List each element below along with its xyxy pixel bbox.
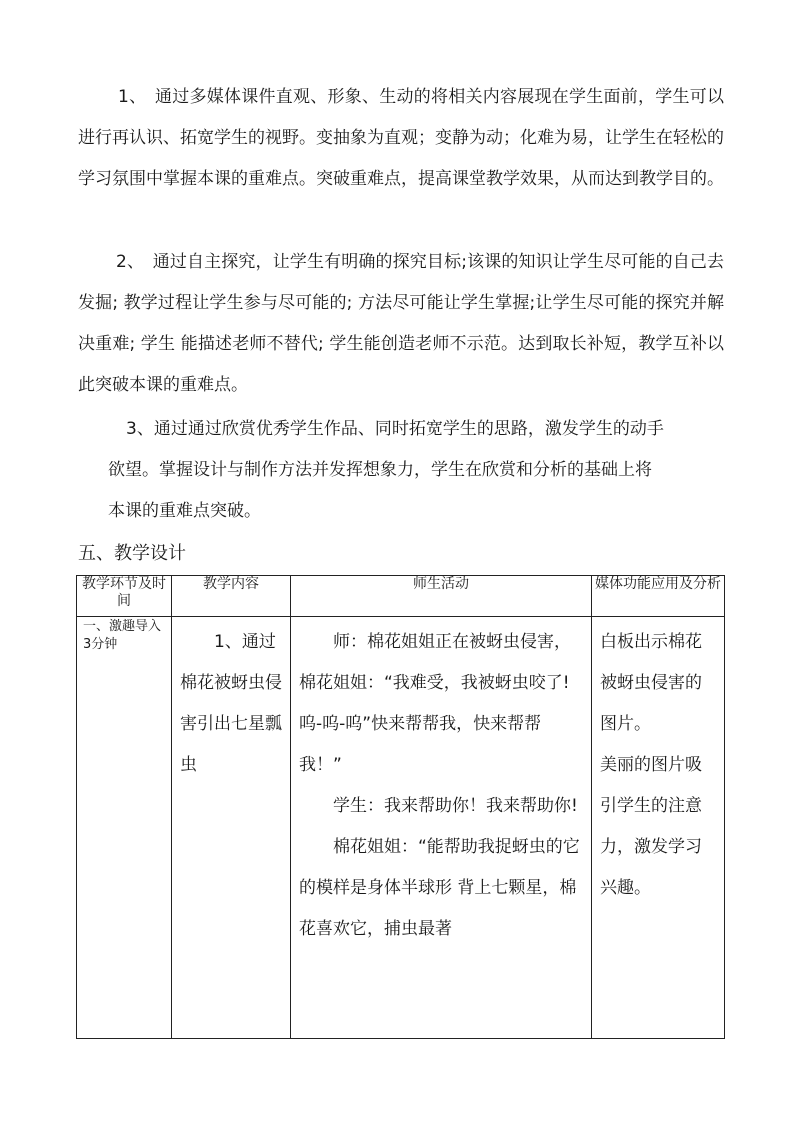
- content-cell: [172, 617, 291, 1039]
- activities-cell: [291, 617, 592, 1039]
- paragraph-3-line: 本课的重难点突破。: [108, 501, 261, 521]
- stage-cell: [77, 617, 172, 1039]
- table-header-row: [77, 576, 725, 617]
- paragraph-2: 2、 通过自主探究，让学生有明确的探究目标;该课的知识让学生尽可能的自己去发掘; 教学过程让学生参与尽可能的; 方法尽可能让学生掌握;让学生尽可能的探究并解决重难; 学生 能描述老师不替代; 学生能创造老师不示范。达到取长补短，教学互补以此突破本课的重难点。: [78, 252, 724, 395]
- stage-time: 3分钟: [83, 637, 118, 652]
- media-text: 白板出示棉花被蚜虫侵害的图片。: [600, 632, 702, 734]
- media-text: 美丽的图片吸引学生的注意力，激发学习兴趣。: [600, 755, 702, 898]
- activity-text: 学生：我来帮助你！我来帮助你!: [333, 796, 578, 816]
- activity-text: 师：棉花姐姐正在被蚜虫侵害，棉花姐姐：“我难受，我被蚜虫咬了!呜-呜-呜”快来帮帮我，快来帮帮我！”: [299, 632, 571, 775]
- section-heading: 五、教学设计: [78, 543, 186, 564]
- header-content: 教学内容: [172, 576, 291, 617]
- paragraph-3-line: 欲望。掌握设计与制作方法并发挥想象力，学生在欣赏和分析的基础上将: [108, 460, 652, 480]
- paragraph-3: [78, 409, 724, 532]
- header-stage-time: 教学环节及时间: [77, 576, 172, 617]
- paragraph-3-line: 3、通过通过欣赏优秀学生作品、同时拓宽学生的思路，激发学生的动手: [126, 419, 664, 439]
- content-text: 1、通过棉花被蚜虫侵害引出七星瓢虫: [180, 632, 282, 775]
- header-media: 媒体功能应用及分析: [592, 576, 725, 617]
- table-row: [77, 617, 725, 1039]
- header-activities: 师生活动: [291, 576, 592, 617]
- teaching-design-table: [76, 575, 725, 1039]
- stage-label: 一、激趣导入: [83, 619, 162, 634]
- media-cell: [592, 617, 725, 1039]
- paragraph-1: 1、 通过多媒体课件直观、形象、生动的将相关内容展现在学生面前，学生可以进行再认识、拓宽学生的视野。变抽象为直观；变静为动；化难为易，让学生在轻松的学习氛围中掌握本课的重难点。突破重难点，提高课堂教学效果，从而达到教学目的。: [78, 87, 724, 189]
- activity-text: 棉花姐姐：“能帮助我捉蚜虫的它的模样是身体半球形 背上七颗星，棉花喜欢它，捕虫最著: [299, 837, 580, 939]
